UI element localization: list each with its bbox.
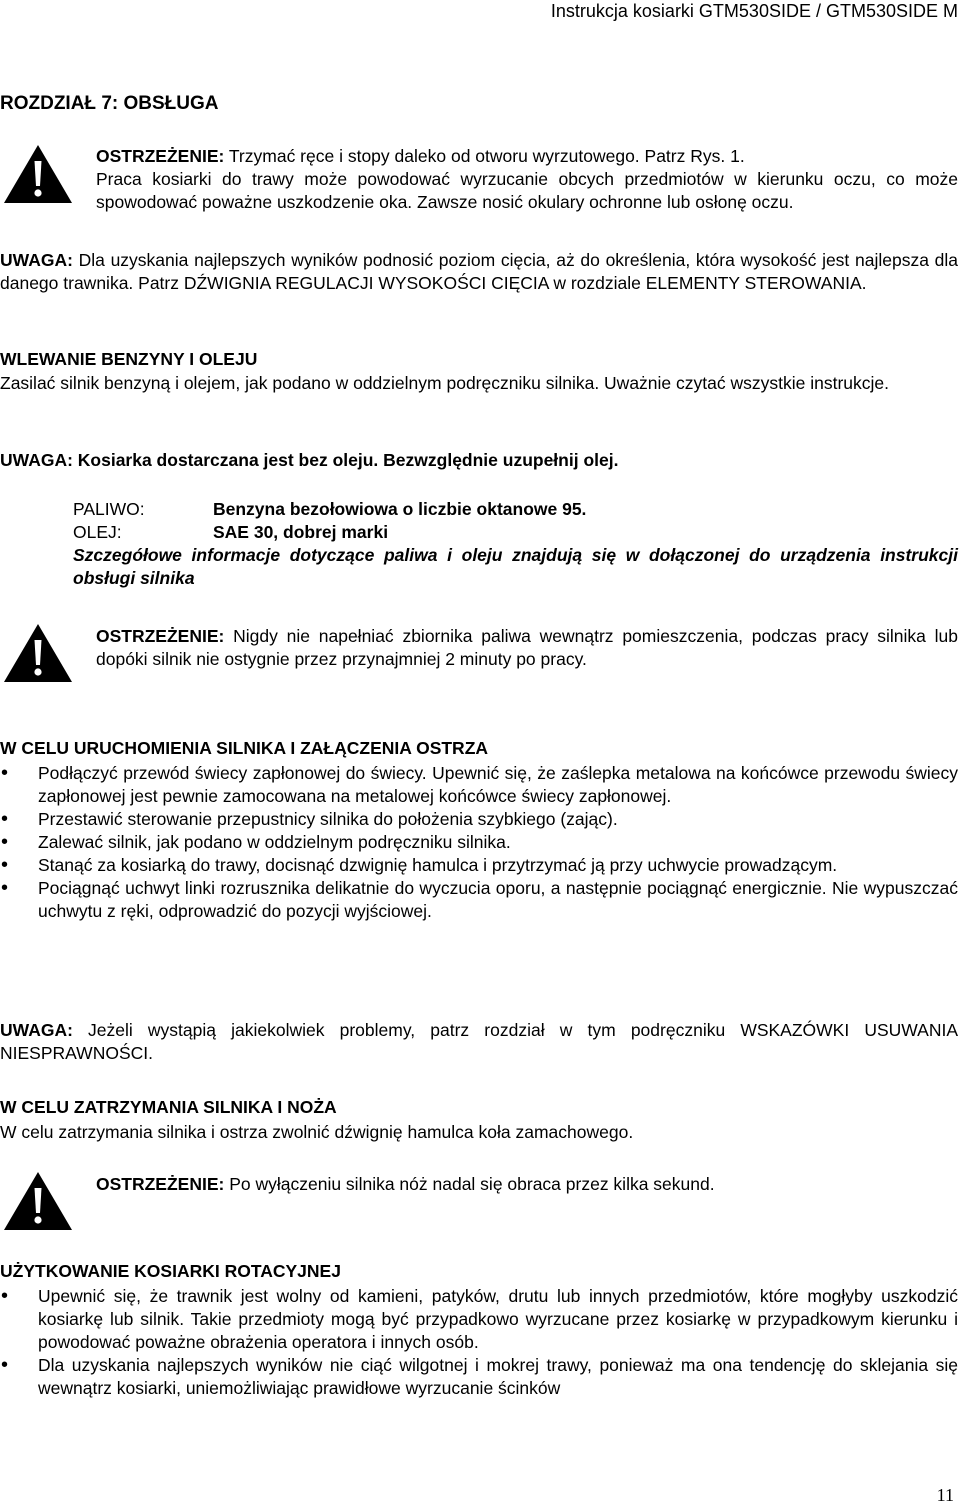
note-text: Dla uzyskania najlepszych wyników podnosić poziom cięcia, aż do określenia, która wysokość jest najlepsza dla danego trawnika. Patrz DŹWIGNIA REGULACJI WYSOKOŚCI CIĘCIA w rozdziale ELEMENTY STEROWANIA. [0, 250, 958, 293]
section-heading-start: W CELU URUCHOMIENIA SILNIKA I ZAŁĄCZENIA OSTRZA [0, 738, 489, 758]
warning-icon [2, 143, 74, 205]
list-item: • Dla uzyskania najlepszych wyników nie ciąć wilgotnej i mokrej trawy, ponieważ ma ona tendencję do sklejania się wewnątrz kosiarki, uniemożliwiając prawidłowe wyrzucanie ścinków [0, 1354, 958, 1400]
warning-text: Trzymać ręce i stopy daleko od otworu wyrzutowego. Patrz Rys. 1. [224, 146, 745, 166]
warning-label: OSTRZEŻENIE: [96, 626, 225, 646]
fuel-italic-note: Szczegółowe informacje dotyczące paliwa i oleju znajdują się w dołączonej do urządzenia instrukcji obsługi silnika [73, 545, 958, 588]
start-steps-list [0, 762, 958, 923]
fuel-spec-table [73, 498, 958, 590]
list-item: • Pociągnąć uchwyt linki rozrusznika delikatnie do wyczucia oporu, a następnie pociągnąć energicznie. Nie wypuszczać uchwytu z ręki, odprowadzić do pozycji wyjściowej. [0, 877, 958, 923]
list-item: • Przestawić sterowanie przepustnicy silnika do położenia szybkiego (zając). [0, 808, 958, 831]
list-item: • Podłączyć przewód świecy zapłonowej do świecy. Upewnić się, że zaślepka metalowa na końcówce przewodu świecy zapłonowej jest pewnie zamocowana na metalowej końcówce świecy zapłonowej. [0, 762, 958, 808]
note-text: Jeżeli wystąpią jakiekolwiek problemy, patrz rozdział w tym podręczniku WSKAZÓWKI USUWANIA NIESPRAWNOŚCI. [0, 1020, 958, 1063]
section-heading-stop: W CELU ZATRZYMANIA SILNIKA I NOŻA [0, 1097, 337, 1117]
list-item: • Upewnić się, że trawnik jest wolny od kamieni, patyków, drutu lub innych przedmiotów, które mogłyby uszkodzić kosiarkę lub silnik. Takie przedmioty mogą być przypadkowo wyrzucane przez kosiarkę w przypadkowym kierunku i powodować poważne obrażenia operatora i innych osób. [0, 1285, 958, 1354]
warning-icon [2, 622, 74, 684]
warning-label: OSTRZEŻENIE: [96, 1174, 225, 1194]
warning-label: OSTRZEŻENIE: [96, 146, 225, 166]
warning-text: Praca kosiarki do trawy może powodować wyrzucanie obcych przedmiotów w kierunku oczu, co może spowodować poważne uszkodzenie oka. Zawsze nosić okulary ochronne lub osłonę oczu. [96, 169, 958, 212]
stop-text: W celu zatrzymania silnika i ostrza zwolnić dźwignię hamulca koła zamachowego. [0, 1122, 634, 1142]
oil-row [73, 521, 958, 544]
section-heading-rotary: UŻYTKOWANIE KOSIARKI ROTACYJNEJ [0, 1261, 341, 1281]
warning-block-2 [96, 625, 958, 671]
oil-value: SAE 30, dobrej marki [213, 522, 389, 542]
note-block-1 [0, 249, 958, 295]
fuel-row [73, 498, 958, 521]
fuel-text: Zasilać silnik benzyną i olejem, jak podano w oddzielnym podręczniku silnika. Uważnie czytać wszystkie instrukcje. [0, 373, 889, 393]
warning-block-3 [96, 1173, 958, 1196]
warning-text: Po wyłączeniu silnika nóż nadal się obraca przez kilka sekund. [224, 1174, 715, 1194]
warning-block-1 [96, 145, 958, 214]
page-header: Instrukcja kosiarki GTM530SIDE / GTM530SIDE M [550, 1, 958, 21]
note-label: UWAGA: [0, 250, 73, 270]
rotary-list [0, 1285, 958, 1400]
warning-icon [2, 1170, 74, 1232]
note-block-2 [0, 1019, 958, 1065]
page-number: 11 [936, 1485, 954, 1505]
chapter-title: ROZDZIAŁ 7: OBSŁUGA [0, 93, 219, 114]
oil-label: OLEJ: [73, 522, 122, 542]
fuel-label: PALIWO: [73, 499, 145, 519]
warning-text: Nigdy nie napełniać zbiornika paliwa wewnątrz pomieszczenia, podczas pracy silnika lub dopóki silnik nie ostygnie przez przynajmniej 2 minuty po pracy. [96, 626, 958, 669]
fuel-value: Benzyna bezołowiowa o liczbie oktanowe 95. [213, 499, 587, 519]
note-label: UWAGA: [0, 1020, 73, 1040]
fuel-note: UWAGA: Kosiarka dostarczana jest bez oleju. Bezwzględnie uzupełnij olej. [0, 450, 619, 470]
list-item: • Stanąć za kosiarką do trawy, docisnąć dzwignię hamulca i przytrzymać ją przy uchwycie prowadzącym. [0, 854, 958, 877]
list-item: • Zalewać silnik, jak podano w oddzielnym podręczniku silnika. [0, 831, 958, 854]
section-heading-fuel: WLEWANIE BENZYNY I OLEJU [0, 349, 258, 369]
